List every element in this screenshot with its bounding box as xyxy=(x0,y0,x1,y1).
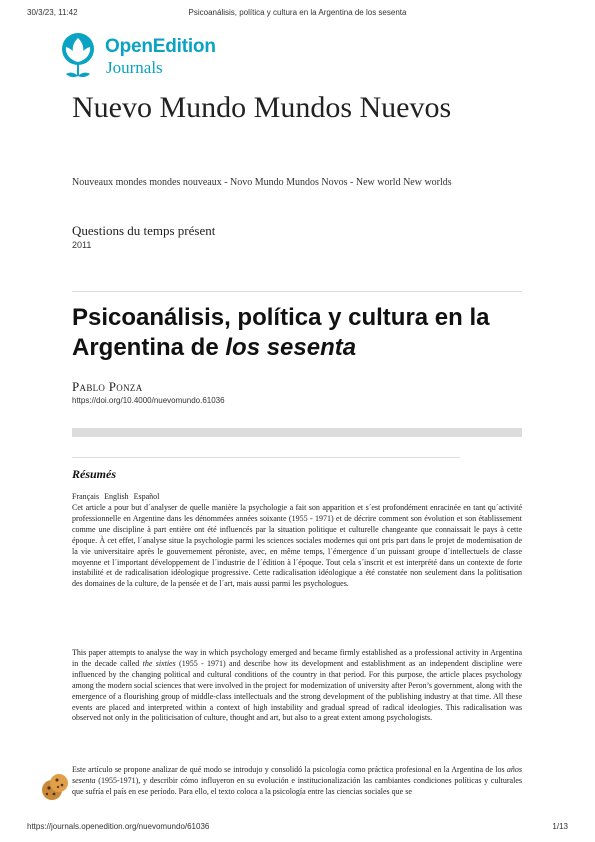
language-link-en[interactable]: English xyxy=(104,492,129,501)
language-links xyxy=(72,492,162,501)
journal-title[interactable]: Nuevo Mundo Mundos Nuevos xyxy=(72,91,452,124)
abstract-es-text-1: Este artículo se propone analizar de qué modo se introdujo y consolidó la psicología como práctica profesional en la Argentina de los xyxy=(72,765,507,774)
abstract-es-italic: años sesenta xyxy=(72,765,522,785)
section-year[interactable]: 2011 xyxy=(72,240,92,250)
doi-link[interactable]: https://doi.org/10.4000/nuevomundo.61036 xyxy=(72,396,225,405)
print-footer xyxy=(27,822,568,834)
print-page-title: Psicoanálisis, política y cultura en la Argentina de los sesenta xyxy=(188,8,407,17)
article-title-italic: los sesenta xyxy=(225,334,357,361)
journal-subtitle: Nouveaux mondes mondes nouveaux - Novo Mundo Mundos Novos - New world New worlds xyxy=(72,177,452,188)
page-number: 1/13 xyxy=(552,822,568,831)
author-name[interactable]: Pablo Ponza xyxy=(72,379,143,394)
content-bar xyxy=(72,428,522,437)
openedition-flower-icon xyxy=(58,32,98,80)
abstract-es-text-2: (1955-1971), y describir cómo influyeron en su evolución e institucionalización las cambiantes condiciones políticas y culturales que sufría el país en ese período. Para ello, el texto coloca a la psicología entre las ciencias sociales que se xyxy=(72,775,522,796)
abstract-en-text-1: This paper attempts to analyse the way in which psychology emerged and became firmly established as a professional activity in Argentina in the decade called xyxy=(72,648,522,668)
cookie-icon[interactable] xyxy=(40,772,70,802)
logo-journals-text: Journals xyxy=(106,58,163,77)
abstract-es xyxy=(72,765,522,798)
abstracts-heading: Résumés xyxy=(72,467,117,481)
divider xyxy=(72,291,522,292)
abstract-en xyxy=(72,648,522,724)
section-name[interactable]: Questions du temps présent xyxy=(72,223,216,238)
abstract-en-italic: the sixties xyxy=(142,658,176,668)
print-header xyxy=(27,8,568,20)
article-title-main: Psicoanálisis, política y cultura en la Argentina de xyxy=(72,304,490,361)
abstract-fr: Cet article a pour but d´analyser de quelle manière la psychologie a fait son apparition et s´est profondément enracinée en tant qu´activité professionnelle en Argentine dans les dénommées années soixante (1955 - 1971) et de décrire comment son évolution et son établissement comme une discipline à part entière ont été influencés par la situation politique et culturelle changeante que connaissait le pays à cette époque. À cet effet, l´analyse situe la psychologie parmi les sciences sociales modernes qui ont pris part dans le projet de modernisation de la vie universitaire après le gouvernement péroniste, avec, en même temps, l´émergence d´un puissant groupe d´intellectuels de classe moyenne et l´important développement de l´industrie de l´édition à l´époque. Tout cela s´inscrit et est interprété dans un contexte de forte instabilité et de radicalisation idéologique progressive. Cette radicalisation idéologique a été constatée non seulement dans la politisation des domaines de la culture, de la pensée et de l´art, mais aussi parmi les psychologues. xyxy=(72,503,522,589)
language-link-fr[interactable]: Français xyxy=(72,492,100,501)
print-datetime: 30/3/23, 11:42 xyxy=(27,8,78,17)
openedition-logo[interactable] xyxy=(58,32,238,82)
abstract-en-text-2: (1955 - 1971) and describe how its development and establishment as an independent discipline were influenced by the changing political and cultural conditions of the country in that period. For this purpose, the article places psychology among the modern social sciences that were involved in the project for modernization of university after Peron’s government, along with the emergence of a flourishing group of middle-class intellectuals and the strong development of the publishing industry at that time. All these events are placed and interpreted within a context of high instability and gradual spread of radical ideologies. This radicalisation was observed not only in the politicisation of culture, thought and art, but also to a great extent among psychologists. xyxy=(72,658,522,723)
print-url: https://journals.openedition.org/nuevomundo/61036 xyxy=(27,822,210,831)
language-link-es[interactable]: Español xyxy=(133,492,160,501)
logo-openedition-text: OpenEdition xyxy=(105,36,216,57)
divider xyxy=(72,457,460,458)
article-title xyxy=(72,303,522,363)
